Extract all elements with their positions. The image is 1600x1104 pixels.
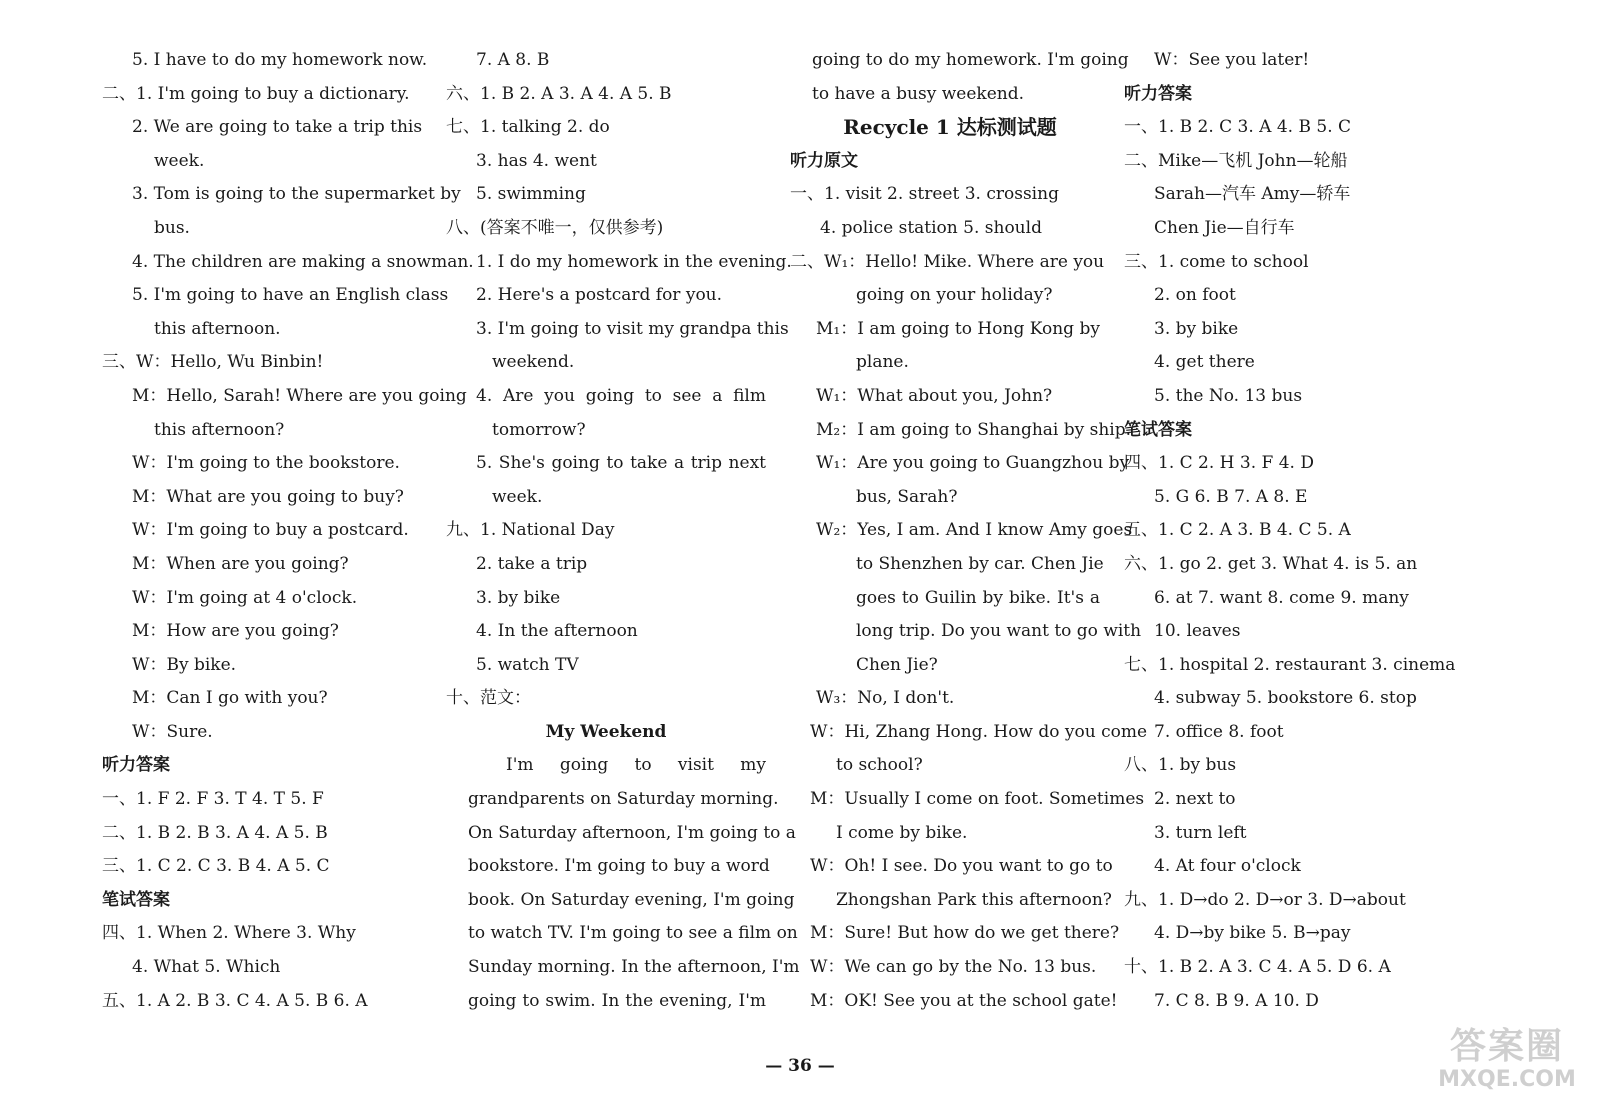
text-line: 5. I have to do my homework now.: [132, 50, 428, 70]
text-line: 4. The children are making a snowman.: [132, 251, 474, 272]
text-line: 5. I'm going to have an English class: [132, 285, 449, 306]
text-line: Sarah—汽车 Amy—轿车: [1154, 184, 1351, 205]
text-line: W：Sure.: [132, 721, 213, 742]
text-line: 3. by bike: [1154, 318, 1239, 339]
section-heading: 笔试答案: [1124, 419, 1192, 440]
text-line: 十、范文：: [446, 688, 531, 709]
text-line: 4. get there: [1154, 352, 1255, 373]
text-line: Chen Jie—自行车: [1154, 217, 1295, 238]
text-line: 十、1. B 2. A 3. C 4. A 5. D 6. A: [1124, 957, 1391, 978]
text-line: Chen Jie?: [856, 654, 938, 675]
text-line: W：Oh! I see. Do you want to go to: [810, 856, 1113, 877]
text-line: 2. Here's a postcard for you.: [476, 285, 723, 306]
column-4: [1124, 44, 1454, 1018]
text-line: 七、1. hospital 2. restaurant 3. cinema: [1124, 654, 1456, 675]
watermark-bottom: MXQE.COM: [1438, 1067, 1576, 1092]
text-line: M：When are you going?: [132, 553, 349, 574]
column-3: [790, 44, 1148, 1018]
text-line: 三、W：Hello, Wu Binbin!: [102, 352, 324, 373]
text-line: 3. Tom is going to the supermarket by: [132, 184, 461, 205]
text-line: 7. A 8. B: [476, 50, 550, 70]
text-line: 八、1. by bus: [1124, 755, 1237, 776]
text-line: 2. take a trip: [476, 553, 588, 574]
text-line: 二、1. B 2. B 3. A 4. A 5. B: [102, 822, 328, 843]
text-line: W₁：Are you going to Guangzhou by: [816, 453, 1130, 474]
text-line: 二、Mike—飞机 John—轮船: [1124, 150, 1348, 171]
text-line: W₂：Yes, I am. And I know Amy goes: [816, 520, 1133, 541]
text-line: M：Usually I come on foot. Sometimes: [810, 789, 1145, 810]
text-line: 3. has 4. went: [476, 150, 597, 171]
text-line: 五、1. C 2. A 3. B 4. C 5. A: [1124, 520, 1351, 541]
text-line: 2. We are going to take a trip this: [132, 117, 423, 138]
text-line: 五、1. A 2. B 3. C 4. A 5. B 6. A: [102, 990, 368, 1011]
text-line: 4. subway 5. bookstore 6. stop: [1154, 688, 1417, 709]
text-line: 六、1. B 2. A 3. A 4. A 5. B: [446, 83, 672, 104]
text-line: 四、1. C 2. H 3. F 4. D: [1124, 453, 1314, 474]
text-line: W：Hi, Zhang Hong. How do you come: [810, 721, 1148, 742]
text-line: 5. G 6. B 7. A 8. E: [1154, 486, 1308, 507]
text-line: W₁：What about you, John?: [816, 385, 1053, 406]
section-heading: 笔试答案: [102, 889, 170, 910]
text-line: 5. swimming: [476, 184, 586, 205]
essay-line: Sunday morning. In the afternoon, I'm: [468, 957, 800, 978]
text-line: W₃：No, I don't.: [816, 688, 955, 709]
text-line: 二、1. I'm going to buy a dictionary.: [102, 83, 410, 104]
text-line: this afternoon?: [154, 419, 285, 440]
text-line: 7. C 8. B 9. A 10. D: [1154, 990, 1319, 1011]
text-line: 5. She's going to take a trip next: [476, 453, 766, 474]
text-line: 三、1. C 2. C 3. B 4. A 5. C: [102, 856, 330, 877]
text-line: M₂：I am going to Shanghai by ship.: [816, 419, 1132, 440]
column-2: [446, 44, 800, 1018]
text-line: W：We can go by the No. 13 bus.: [810, 957, 1097, 978]
text-line: Zhongshan Park this afternoon?: [836, 889, 1112, 910]
text-line: M：OK! See you at the school gate!: [810, 990, 1118, 1011]
essay-line: bookstore. I'm going to buy a word: [468, 856, 770, 877]
text-line: M：How are you going?: [132, 621, 339, 642]
essay-line: On Saturday afternoon, I'm going to a: [468, 822, 796, 843]
text-line: 4. At four o'clock: [1154, 856, 1301, 877]
text-line: 3. turn left: [1154, 822, 1247, 843]
text-line: M₁：I am going to Hong Kong by: [816, 318, 1100, 339]
text-line: 八、(答案不唯一，仅供参考): [446, 217, 664, 238]
text-line: M：Hello, Sarah! Where are you going: [132, 385, 467, 406]
text-line: weekend.: [492, 352, 575, 373]
text-line: to have a busy weekend.: [812, 83, 1024, 104]
text-line: to Shenzhen by car. Chen Jie: [856, 553, 1104, 574]
text-line: W：I'm going to the bookstore.: [132, 453, 400, 474]
text-line: W：See you later!: [1154, 50, 1310, 70]
text-line: 六、1. go 2. get 3. What 4. is 5. an: [1124, 553, 1418, 574]
text-line: W：I'm going at 4 o'clock.: [132, 587, 358, 608]
text-line: this afternoon.: [154, 318, 281, 339]
essay-line: I'm going to visit my: [506, 755, 766, 776]
text-line: I come by bike.: [836, 822, 968, 843]
text-line: 一、1. visit 2. street 3. crossing: [790, 184, 1059, 205]
text-line: 七、1. talking 2. do: [446, 117, 610, 138]
text-line: M：What are you going to buy?: [132, 486, 404, 507]
text-line: M：Sure! But how do we get there?: [810, 923, 1120, 944]
text-line: long trip. Do you want to go with: [856, 621, 1142, 642]
text-line: 4. D→by bike 5. B→pay: [1154, 923, 1351, 944]
text-line: goes to Guilin by bike. It's a: [856, 587, 1100, 608]
text-line: tomorrow?: [492, 419, 586, 440]
text-line: 5. watch TV: [476, 654, 579, 675]
text-line: 三、1. come to school: [1124, 251, 1309, 272]
text-line: going to do my homework. I'm going: [812, 50, 1129, 70]
text-line: 一、1. F 2. F 3. T 4. T 5. F: [102, 789, 324, 810]
section-heading: 听力答案: [1124, 83, 1192, 104]
essay-line: grandparents on Saturday morning.: [468, 789, 779, 810]
text-line: to school?: [836, 755, 923, 776]
page-number: — 36 —: [765, 1056, 835, 1076]
text-line: 10. leaves: [1154, 621, 1241, 642]
text-line: 6. at 7. want 8. come 9. many: [1154, 587, 1409, 608]
text-line: W：I'm going to buy a postcard.: [132, 520, 409, 541]
text-line: M：Can I go with you?: [132, 688, 328, 709]
text-line: 5. the No. 13 bus: [1154, 385, 1303, 406]
text-line: week.: [492, 486, 543, 507]
essay-line: book. On Saturday evening, I'm going: [468, 889, 795, 910]
watermark-logo: [1432, 1026, 1582, 1096]
text-line: plane.: [856, 352, 909, 373]
essay-title: My Weekend: [545, 721, 667, 742]
essay-line: to watch TV. I'm going to see a film on: [468, 923, 798, 944]
section-heading: 听力答案: [102, 755, 170, 776]
text-line: 四、1. When 2. Where 3. Why: [102, 923, 356, 944]
text-line: 一、1. B 2. C 3. A 4. B 5. C: [1124, 117, 1352, 138]
text-line: 4. Are you going to see a film: [476, 385, 766, 406]
text-line: 4. In the afternoon: [476, 621, 638, 642]
section-heading: 听力原文: [790, 150, 858, 171]
text-line: 7. office 8. foot: [1154, 721, 1284, 742]
text-line: bus.: [154, 217, 190, 238]
text-line: 4. What 5. Which: [132, 957, 281, 978]
text-line: 九、1. D→do 2. D→or 3. D→about: [1124, 889, 1406, 910]
text-line: 2. on foot: [1154, 285, 1236, 306]
text-line: bus, Sarah?: [856, 486, 958, 507]
text-line: 二、W₁：Hello! Mike. Where are you: [790, 251, 1105, 272]
watermark-top: 答案圈: [1449, 1026, 1564, 1067]
essay-line: going to swim. In the evening, I'm: [468, 990, 766, 1011]
text-line: 3. by bike: [476, 587, 561, 608]
text-line: week.: [154, 150, 205, 171]
text-line: 九、1. National Day: [446, 520, 615, 541]
text-line: W：By bike.: [132, 654, 237, 675]
text-line: 2. next to: [1154, 789, 1236, 810]
text-line: going on your holiday?: [856, 285, 1053, 306]
column-1: [102, 44, 474, 1018]
text-line: 4. police station 5. should: [820, 217, 1042, 238]
section-title: Recycle 1 达标测试题: [843, 115, 1057, 140]
text-line: 1. I do my homework in the evening.: [476, 251, 792, 272]
text-line: 3. I'm going to visit my grandpa this: [476, 318, 789, 339]
